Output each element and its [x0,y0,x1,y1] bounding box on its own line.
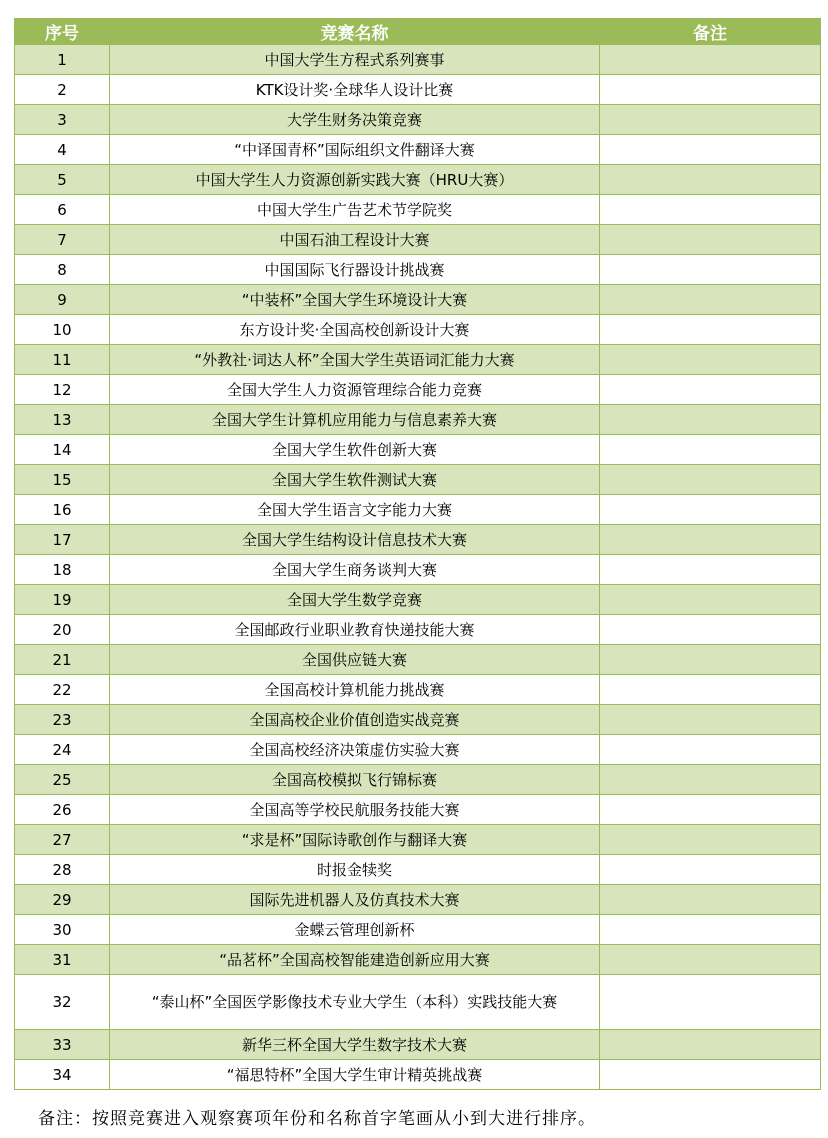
competition-name: 全国大学生数学竞赛 [110,585,600,615]
table-row [15,465,821,495]
row-number: 31 [15,945,110,975]
table-row [15,675,821,705]
row-note [600,45,821,75]
table-row [15,435,821,465]
row-note [600,195,821,225]
table-header-row [15,19,821,45]
row-note [600,705,821,735]
row-number: 28 [15,855,110,885]
table-row [15,825,821,855]
row-number: 26 [15,795,110,825]
row-note [600,375,821,405]
table-row [15,105,821,135]
row-note [600,285,821,315]
competition-name: “泰山杯”全国医学影像技术专业大学生（本科）实践技能大赛 [110,975,600,1030]
row-note [600,435,821,465]
row-note [600,795,821,825]
row-note [600,675,821,705]
row-number: 30 [15,915,110,945]
table-row [15,855,821,885]
row-note [600,315,821,345]
competition-name: 全国高校计算机能力挑战赛 [110,675,600,705]
competition-name: 全国大学生计算机应用能力与信息素养大赛 [110,405,600,435]
row-note [600,825,821,855]
row-note [600,345,821,375]
table-row [15,225,821,255]
row-number: 8 [15,255,110,285]
competition-name: 时报金犊奖 [110,855,600,885]
competition-name: 金蝶云管理创新杯 [110,915,600,945]
row-number: 9 [15,285,110,315]
row-number: 24 [15,735,110,765]
competition-name: 全国高等学校民航服务技能大赛 [110,795,600,825]
competition-name: 全国大学生语言文字能力大赛 [110,495,600,525]
table-row [15,585,821,615]
table-row [15,195,821,225]
row-note [600,555,821,585]
competition-name: “品茗杯”全国高校智能建造创新应用大赛 [110,945,600,975]
row-note [600,1030,821,1060]
row-number: 14 [15,435,110,465]
table-row [15,525,821,555]
competition-name: “求是杯”国际诗歌创作与翻译大赛 [110,825,600,855]
competition-name: 全国高校经济决策虚仿实验大赛 [110,735,600,765]
row-note [600,855,821,885]
row-note [600,735,821,765]
row-number: 32 [15,975,110,1030]
row-number: 22 [15,675,110,705]
competition-name: 中国大学生广告艺术节学院奖 [110,195,600,225]
table-row [15,795,821,825]
row-note [600,405,821,435]
row-number: 29 [15,885,110,915]
row-note [600,1060,821,1090]
competition-name: 新华三杯全国大学生数字技术大赛 [110,1030,600,1060]
competition-name: 全国大学生商务谈判大赛 [110,555,600,585]
competition-name: 东方设计奖·全国高校创新设计大赛 [110,315,600,345]
competition-name: 全国高校企业价值创造实战竞赛 [110,705,600,735]
table-row [15,1060,821,1090]
row-number: 5 [15,165,110,195]
table-body [15,45,821,1090]
competition-name: “福思特杯”全国大学生审计精英挑战赛 [110,1060,600,1090]
table-row [15,615,821,645]
row-note [600,165,821,195]
competition-name: 国际先进机器人及仿真技术大赛 [110,885,600,915]
row-note [600,945,821,975]
row-number: 34 [15,1060,110,1090]
competition-name: 全国大学生软件创新大赛 [110,435,600,465]
table-row [15,135,821,165]
table-row [15,45,821,75]
table-row [15,555,821,585]
competition-name: 中国大学生人力资源创新实践大赛（HRU大赛） [110,165,600,195]
table-row [15,915,821,945]
table-row [15,705,821,735]
row-note [600,135,821,165]
competition-name: 全国供应链大赛 [110,645,600,675]
row-number: 3 [15,105,110,135]
row-number: 1 [15,45,110,75]
row-number: 13 [15,405,110,435]
row-note [600,225,821,255]
row-note [600,105,821,135]
row-note [600,585,821,615]
row-number: 10 [15,315,110,345]
competition-name: 全国邮政行业职业教育快递技能大赛 [110,615,600,645]
competition-name: 中国石油工程设计大赛 [110,225,600,255]
header-name: 竞赛名称 [110,19,600,45]
competition-table-container [14,18,820,1090]
row-number: 12 [15,375,110,405]
row-number: 27 [15,825,110,855]
row-number: 11 [15,345,110,375]
row-number: 23 [15,705,110,735]
row-number: 16 [15,495,110,525]
row-number: 6 [15,195,110,225]
row-number: 17 [15,525,110,555]
row-number: 2 [15,75,110,105]
header-note: 备注 [600,19,821,45]
row-number: 7 [15,225,110,255]
competition-name: “中装杯”全国大学生环境设计大赛 [110,285,600,315]
table-row [15,945,821,975]
row-note [600,975,821,1030]
competition-name: 全国高校模拟飞行锦标赛 [110,765,600,795]
table-row [15,255,821,285]
footnote: 备注：按照竞赛进入观察赛项年份和名称首字笔画从小到大进行排序。 [38,1109,596,1129]
row-note [600,645,821,675]
row-note [600,255,821,285]
row-note [600,525,821,555]
competition-name: “外教社·词达人杯”全国大学生英语词汇能力大赛 [110,345,600,375]
row-note [600,885,821,915]
row-note [600,465,821,495]
row-number: 4 [15,135,110,165]
competition-name: 中国大学生方程式系列赛事 [110,45,600,75]
table-row [15,645,821,675]
row-number: 25 [15,765,110,795]
table-row [15,75,821,105]
competition-name: 全国大学生软件测试大赛 [110,465,600,495]
table-row [15,405,821,435]
table-row [15,495,821,525]
row-number: 19 [15,585,110,615]
row-note [600,75,821,105]
table-row [15,885,821,915]
row-number: 21 [15,645,110,675]
competition-name: 中国国际飞行器设计挑战赛 [110,255,600,285]
competition-table [14,18,821,1090]
competition-name: 全国大学生人力资源管理综合能力竞赛 [110,375,600,405]
table-row [15,735,821,765]
row-number: 33 [15,1030,110,1060]
table-row [15,975,821,1030]
row-note [600,615,821,645]
table-row [15,1030,821,1060]
row-note [600,765,821,795]
row-number: 18 [15,555,110,585]
competition-name: 全国大学生结构设计信息技术大赛 [110,525,600,555]
table-row [15,765,821,795]
competition-name: “中译国青杯”国际组织文件翻译大赛 [110,135,600,165]
table-row [15,345,821,375]
competition-name: 大学生财务决策竞赛 [110,105,600,135]
competition-name: KTK设计奖·全球华人设计比赛 [110,75,600,105]
table-row [15,315,821,345]
row-number: 15 [15,465,110,495]
table-row [15,375,821,405]
row-note [600,495,821,525]
row-number: 20 [15,615,110,645]
table-row [15,165,821,195]
table-row [15,285,821,315]
header-no: 序号 [15,19,110,45]
row-note [600,915,821,945]
